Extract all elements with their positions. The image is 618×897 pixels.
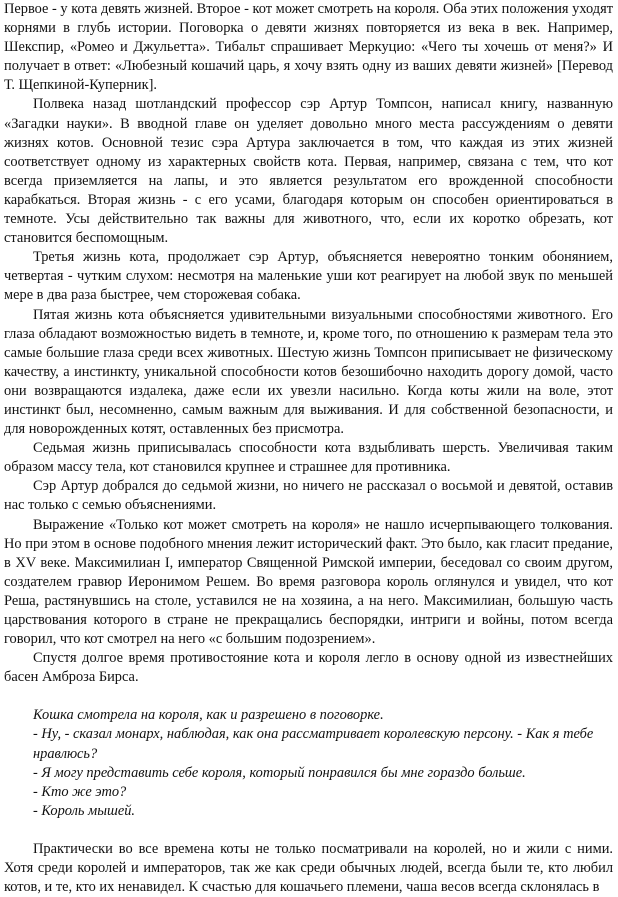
fable-verse <box>4 706 613 821</box>
document-page <box>4 0 613 897</box>
paragraph-seventh-life: Седьмая жизнь приписывалась способности кота вздыбливать шерсть. Увеличивая таким образом массу тела, кот становился крупнее и страшнее для противника. <box>4 440 613 476</box>
spacer <box>4 687 613 706</box>
verse-line: Кошка смотрела на короля, как и разрешено в поговорке. <box>33 707 384 724</box>
paragraph-closing: Практически во все времена коты не только посматривали на королей, но и жили с ними. Хотя среди королей и императоров, так же как среди обычных людей, всегда были те, кто любил котов, и те, кто их ненавидел. К счастью для кошачьего племени, чаша весов всегда склонялась в <box>4 840 613 896</box>
paragraph-nine-lives: Первое - у кота девять жизней. Второе - кот может смотреть на короля. Оба этих положения уходят корнями в глубь истории. Поговорка о девяти жизнях повторяется из века в век. Например, Шекспир, «Ромео и Джульетта». Тибальт спрашивает Меркуцио: «Чего ты хочешь от меня?» И получает в ответ: «Любезный кошачий царь, я хочу взять одну из ваших девяти жизней» [Перевод Т. Щепкиной-Куперник]. <box>4 1 613 94</box>
verse-line: - Я могу представить себе короля, который понравился бы мне гораздо больше. <box>33 764 526 781</box>
verse-line: - Кто же это? <box>33 783 127 800</box>
spacer <box>4 821 613 840</box>
paragraph-bierce: Спустя долгое время противостояние кота и короля легло в основу одной из известнейших басен Амброза Бирса. <box>4 650 613 686</box>
paragraph-fifth-sixth-life: Пятая жизнь кота объясняется удивительными визуальными способностями животного. Его глаза обладают возможностью видеть в темноте, и, кроме того, по отношению к размерам тела это самые большие глаза среди всех животных. Шестую жизнь Томпсон приписывает не физическому качеству, а инстинкту, уникальной способности котов безошибочно находить дорогу домой, часто они возвращаются издалека, даже если их увезли насильно. Когда коты жили на воле, этот инстинкт был, несомненно, самым важным для выживания. И для собственной безопасности, и для новорожденных котят, оставленных без присмотра. <box>4 306 613 438</box>
paragraph-seven-explanations: Сэр Артур добрался до седьмой жизни, но ничего не рассказал о восьмой и девятой, оставив нас только с семью объяснениями. <box>4 478 613 514</box>
verse-line: - Король мышей. <box>33 802 136 819</box>
paragraph-maximilian: Выражение «Только кот может смотреть на короля» не нашло исчерпывающего толкования. Но при этом в основе подобного мнения лежит исторический факт. Это было, как гласит предание, в XV веке. Максимилиан I, император Священной Римской империи, беседовал со своим другом, создателем гравюр Иеронимом Решем. Во время разговора король оглянулся и увидел, что кот Реша, растянувшись на столе, уставился не на хозяина, а на него. Максимилиан, большую часть царствования которого в стране не прекращались беспорядки, интриги и войны, потом всегда говорил, что кот смотрел на него «с большим подозрением». <box>4 516 613 648</box>
paragraph-third-fourth-life: Третья жизнь кота, продолжает сэр Артур, объясняется невероятно тонким обонянием, четвертая - чутким слухом: несмотря на маленькие уши кот реагирует на любой звук по меньшей мере в два раза быстрее, чем сторожевая собака. <box>4 249 613 304</box>
verse-line: - Ну, - сказал монарх, наблюдая, как она рассматривает королевскую персону. - Как я тебе нравлюсь? <box>33 726 594 762</box>
paragraph-thompson: Полвека назад шотландский профессор сэр Артур Томпсон, написал книгу, названную «Загадки науки». В вводной главе он уделяет довольно много места рассуждениям о девяти жизнях котов. Основной тезис сэра Артура заключается в том, что каждая из этих жизней соответствует одному из характерных свойств кота. Первая, например, связана с тем, что кот всегда приземляется на лапы, и это является результатом его врожденной способности карабкаться. Вторая жизнь - с его усами, благодаря которым он способен ориентироваться в темноте. Усы действительно так важны для животного, что, если их коротко обрезать, кот становится беспомощным. <box>4 96 613 247</box>
